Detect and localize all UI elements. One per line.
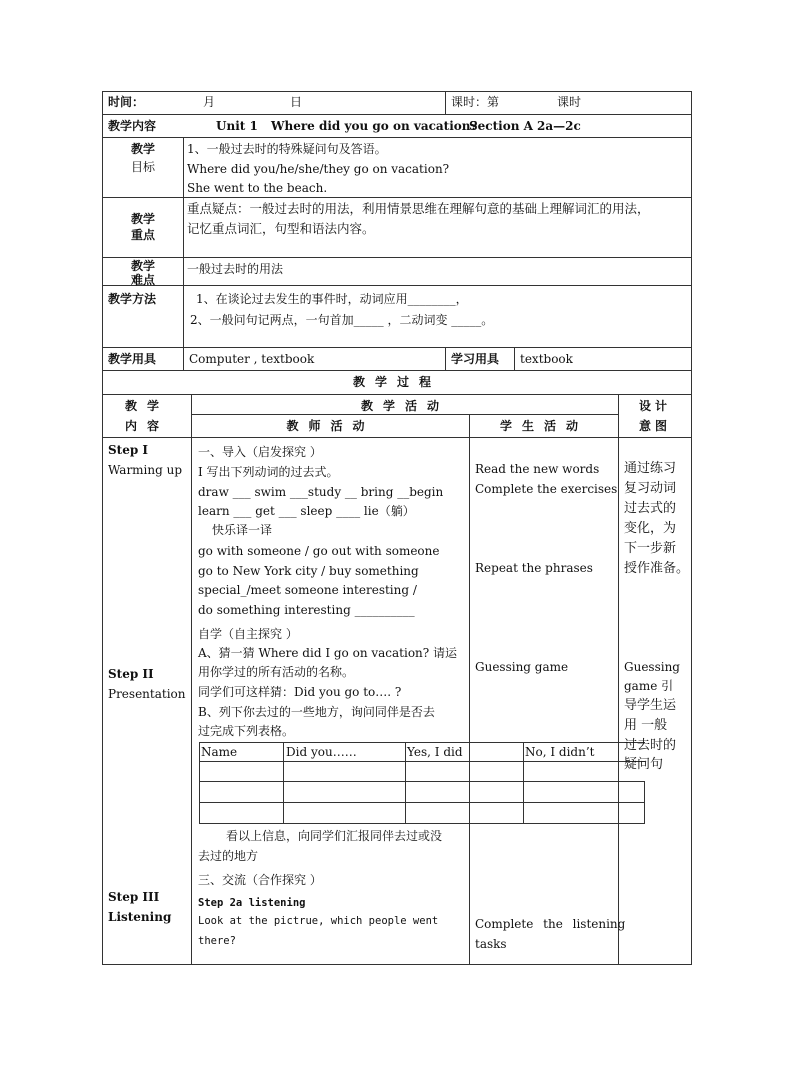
month-label: 月 bbox=[203, 95, 216, 109]
step1-sub: Warming up bbox=[108, 463, 183, 477]
step2-d1: Guessing bbox=[624, 660, 680, 674]
step1-s3: Repeat the phrases bbox=[475, 561, 593, 575]
step2-d5: 过去时的 bbox=[624, 738, 677, 753]
step2-d6: 疑问句 bbox=[624, 757, 664, 772]
content-label: 教学内容 bbox=[108, 119, 157, 133]
method-label: 教学方法 bbox=[108, 292, 157, 306]
step3-t4: there? bbox=[198, 935, 236, 947]
step2-after-2: 去过的地方 bbox=[198, 849, 259, 863]
step1-d4: 变化，为 bbox=[624, 521, 677, 536]
goals-label-top: 教学 bbox=[130, 142, 155, 156]
step3-sub: Listening bbox=[108, 910, 172, 924]
step2-d4: 用 一般 bbox=[624, 718, 668, 733]
col-design-bottom: 意图 bbox=[638, 419, 671, 433]
step2-d3: 导学生运 bbox=[624, 698, 677, 713]
step2-t5: B、列下你去过的一些地方，询问同伴是否去 bbox=[198, 705, 435, 719]
col-activity: 教学活动 bbox=[360, 399, 449, 413]
goals-line-1: 1、一般过去时的特殊疑问句及答语。 bbox=[187, 142, 387, 156]
goals-label-bottom: 目标 bbox=[130, 160, 155, 174]
guess-table-header-no: No, I didn’t bbox=[525, 745, 595, 759]
step1-d3: 过去式的 bbox=[624, 501, 677, 516]
step2-name: Step II bbox=[108, 667, 154, 681]
col-student: 学生活动 bbox=[499, 419, 588, 433]
key-line-2: 记忆重点词汇，句型和语法内容。 bbox=[187, 221, 375, 236]
step1-t5: 快乐译一译 bbox=[212, 523, 273, 537]
study-tools-label: 学习用具 bbox=[451, 352, 500, 366]
goals-line-2: Where did you/he/she/they go on vacation? bbox=[187, 162, 450, 176]
step3-t3: Look at the pictrue, which people went bbox=[198, 915, 439, 927]
col-content-top: 教学 bbox=[124, 399, 169, 413]
step1-t1: 一、导入（启发探究 ） bbox=[198, 445, 322, 459]
step2-after-1: 看以上信息，向同学们汇报同伴去过或没 bbox=[226, 829, 443, 843]
guess-table-header-blank bbox=[470, 743, 471, 761]
col-design-top: 设计 bbox=[638, 399, 671, 413]
difficulty-label-top: 教学 bbox=[130, 259, 155, 273]
step1-s1: Read the new words bbox=[475, 462, 600, 476]
unit-title: Where did you go on vacation? bbox=[271, 119, 478, 133]
section-label: Section A bbox=[469, 119, 533, 133]
process-title: 教学过程 bbox=[352, 375, 441, 389]
key-line-1: 重点疑点：一般过去时的用法，利用情景思维在理解句意的基础上理解词汇的用法， bbox=[187, 201, 650, 216]
study-tools-value: textbook bbox=[520, 352, 573, 366]
step1-d6: 授作准备。 bbox=[624, 561, 690, 576]
step1-d5: 下一步新 bbox=[624, 541, 677, 556]
step3-t1: 三、交流（合作探究 ） bbox=[198, 873, 322, 887]
step1-d1: 通过练习 bbox=[624, 461, 677, 476]
method-line-2: 2、一般问句记两点，一句首加_____ ，二动词变 _____。 bbox=[190, 313, 494, 327]
step1-name: Step I bbox=[108, 443, 149, 457]
step2-s1: Guessing game bbox=[475, 660, 569, 674]
tools-label: 教学用具 bbox=[108, 352, 157, 366]
step1-d2: 复习动词 bbox=[624, 481, 677, 496]
step1-t3: draw ___ swim ___study __ bring __begin bbox=[198, 485, 444, 499]
key-label-top: 教学 bbox=[130, 212, 155, 226]
step3-name: Step III bbox=[108, 890, 160, 904]
guess-table-header-name: Name bbox=[201, 745, 238, 759]
step2-d2: game 引 bbox=[624, 679, 674, 693]
step2-t1: 自学（自主探究 ） bbox=[198, 627, 298, 641]
difficulty-text: 一般过去时的用法 bbox=[187, 262, 284, 276]
step3-s2: tasks bbox=[475, 937, 507, 951]
step3-t2: Step 2a listening bbox=[198, 897, 306, 909]
step2-t3: 用你学过的所有活动的名称。 bbox=[198, 665, 355, 679]
step1-s2: Complete the exercises bbox=[475, 482, 618, 496]
lesson-label: 课时：第 bbox=[451, 95, 500, 109]
step1-t4: learn ___ get ___ sleep ____ lie（躺） bbox=[198, 504, 415, 518]
step2-t2: A、猜一猜 Where did I go on vacation? 请运 bbox=[198, 646, 458, 660]
method-line-1: 1、在谈论过去发生的事件时，动词应用________， bbox=[196, 292, 468, 306]
day-label: 日 bbox=[290, 95, 303, 109]
difficulty-label-bottom: 难点 bbox=[130, 273, 155, 287]
step1-t9: do something interesting __________ bbox=[198, 603, 415, 617]
time-label: 时间： bbox=[108, 95, 145, 109]
step2-sub: Presentation bbox=[108, 687, 186, 701]
step3-s1: Complete the listening bbox=[475, 917, 626, 931]
step2-t4: 同学们可这样猜：Did you go to…. ? bbox=[198, 685, 402, 699]
col-content-bottom: 内容 bbox=[124, 419, 169, 433]
step1-t2: I 写出下列动词的过去式。 bbox=[198, 465, 339, 479]
goals-line-3: She went to the beach. bbox=[187, 181, 328, 195]
step1-t8: special_/meet someone interesting / bbox=[198, 583, 417, 597]
guess-table-header-yes: Yes, I did bbox=[407, 745, 463, 759]
tools-value: Computer , textbook bbox=[189, 352, 315, 366]
unit-label: Unit 1 bbox=[216, 119, 258, 133]
section-range: 2a—2c bbox=[537, 119, 581, 133]
key-label-bottom: 重点 bbox=[130, 228, 155, 242]
step1-t6: go with someone / go out with someone bbox=[198, 544, 440, 558]
col-teacher: 教师活动 bbox=[286, 419, 375, 433]
guess-table-header-did: Did you…… bbox=[286, 745, 357, 759]
step2-t6: 过完成下列表格。 bbox=[198, 724, 295, 738]
step1-t7: go to New York city / buy something bbox=[198, 564, 419, 578]
lesson-suffix: 课时 bbox=[557, 95, 582, 109]
